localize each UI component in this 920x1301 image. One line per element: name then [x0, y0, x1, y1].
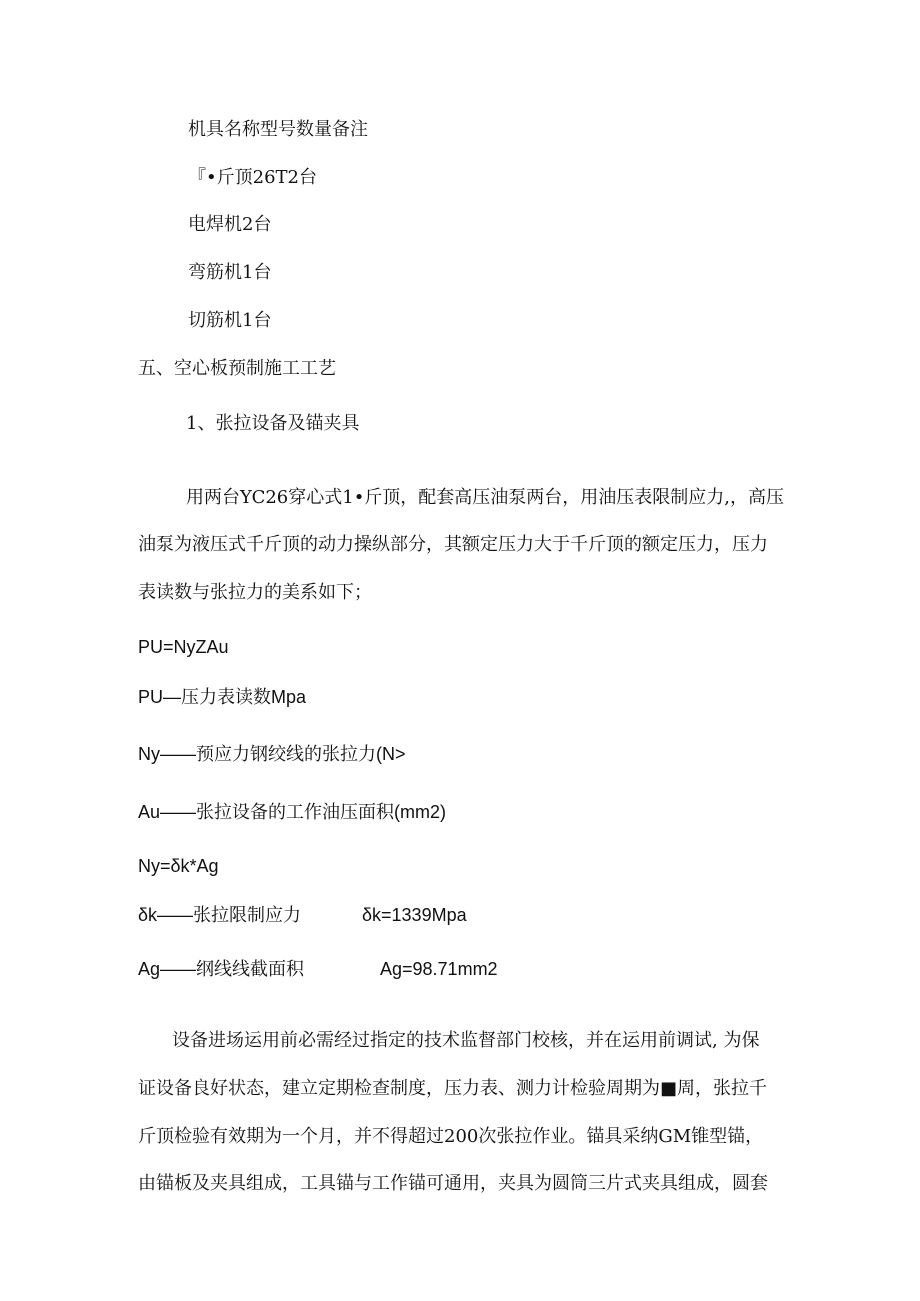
- paragraph2-line-4: 由锚板及夹具组成，工具锚与工作锚可通用，夹具为圆筒三片式夹具组成，圆套: [138, 1173, 768, 1194]
- paragraph1-line-3: 表读数与张拉力的美系如下；: [138, 582, 372, 603]
- paragraph2-line-2: 证设备良好状态，建立定期检查制度，压力表、测力计检验周期为■周，张拉千: [138, 1078, 768, 1099]
- formula-ny-definition: Ny——预应力钢绞线的张拉力(N>: [138, 744, 406, 764]
- equipment-row-welder: 电焊机2台: [188, 214, 272, 235]
- section-subheading: 1、张拉设备及锚夹具: [186, 413, 360, 434]
- equipment-header: 机具名称型号数量备注: [188, 119, 368, 140]
- equipment-row-bender: 弯筋机1台: [188, 262, 272, 283]
- paragraph2-line-3: 斤顶检验有效期为一个月，并不得超过200次张拉作业。锚具采纳GM锥型锚，: [138, 1126, 764, 1147]
- equipment-row-cutter: 切筋机1台: [188, 310, 272, 331]
- formula-pu-definition: PU—压力表读数Mpa: [138, 687, 307, 707]
- paragraph1-line-1: 用两台YC26穿心式1•斤顶，配套高压油泵两台，用油压表限制应力,，高压: [186, 487, 785, 508]
- formula-au-definition: Au——张拉设备的工作油压面积(mm2): [138, 802, 447, 822]
- paragraph1-line-2: 油泵为液压式千斤顶的动力操纵部分，其额定压力大于千斤顶的额定压力，压力: [138, 534, 768, 555]
- equipment-row-jack: 『•斤顶26T2台: [188, 167, 317, 188]
- paragraph2-line-1: 设备进场运用前必需经过指定的技术监督部门校核，并在运用前调试, 为保: [172, 1030, 760, 1051]
- formula-ag-definition: Ag——纲线线截面积: [138, 959, 305, 979]
- section-heading: 五、空心板预制施工工艺: [138, 358, 336, 379]
- formula-pu: PU=NyZAu: [138, 637, 229, 657]
- formula-ag-value: Ag=98.71mm2: [380, 959, 498, 979]
- formula-sigma-definition: δk——张拉限制应力: [138, 905, 302, 925]
- formula-sigma-value: δk=1339Mpa: [362, 905, 467, 925]
- formula-ny: Ny=δk*Ag: [138, 856, 219, 876]
